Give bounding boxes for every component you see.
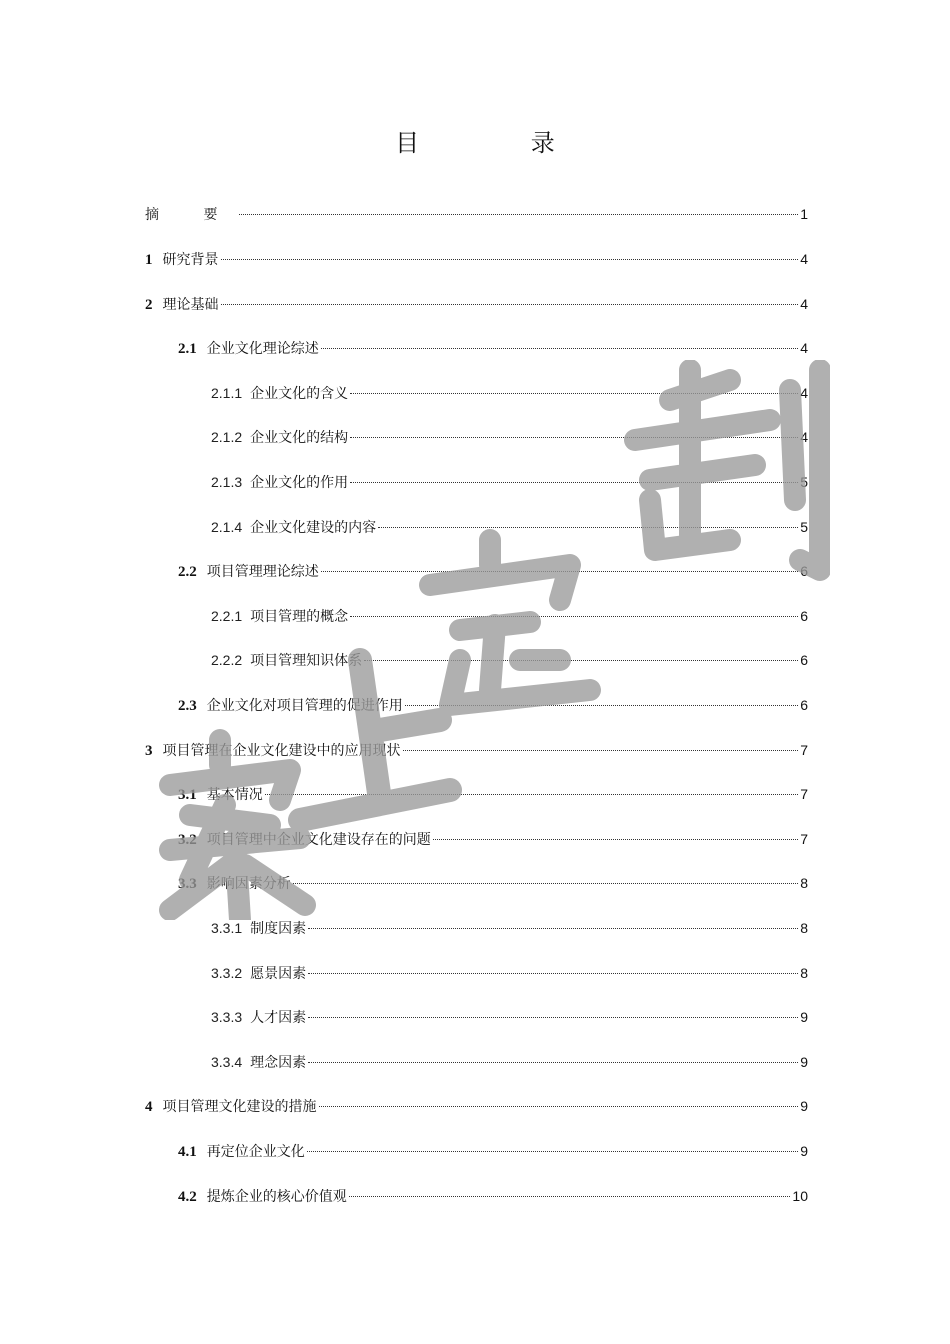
dot-leader (378, 526, 798, 528)
toc-entry-title: 项目管理文化建设的措施 (162, 1099, 317, 1115)
dot-leader (307, 1150, 798, 1152)
toc-entry-title: 企业文化的结构 (250, 430, 349, 446)
toc-entry-page-number: 4 (800, 429, 808, 445)
toc-entry-page-number: 9 (800, 1009, 808, 1025)
toc-entry-title: 企业文化的作用 (250, 475, 349, 491)
toc-entry-number: 3.3.1 (211, 920, 243, 936)
toc-entry[interactable] (0, 1049, 808, 1075)
dot-leader (350, 615, 798, 617)
toc-entry-page-number: 5 (800, 474, 808, 490)
toc-entry-number: 3.3 (178, 876, 197, 892)
dot-leader (265, 793, 798, 795)
toc-entry-page-number: 7 (800, 742, 808, 758)
toc-entry-page-number: 6 (800, 697, 808, 713)
toc-entry-page-number: 8 (800, 920, 808, 936)
toc-entry-page-number: 5 (800, 519, 808, 535)
toc-entry-page-number: 6 (800, 563, 808, 579)
toc-entry-title: 人才因素 (250, 1010, 307, 1026)
toc-entry-page-number: 4 (800, 296, 808, 312)
dot-leader (308, 1061, 798, 1063)
toc-entry[interactable] (0, 1183, 808, 1209)
toc-entry-number: 2.2.2 (211, 652, 243, 668)
toc-entry-number: 2.2.1 (211, 608, 243, 624)
toc-entry-number: 2.1 (178, 341, 197, 357)
toc-entry-number: 3.3.4 (211, 1054, 243, 1070)
toc-entry-title: 企业文化建设的内容 (250, 520, 377, 536)
toc-entry-title: 项目管理中企业文化建设存在的问题 (206, 832, 431, 848)
toc-entry-number: 3.3.2 (211, 965, 243, 981)
toc-entry[interactable] (0, 826, 808, 852)
toc-entry-title: 项目管理知识体系 (250, 653, 363, 669)
toc-entry-page-number: 4 (800, 385, 808, 401)
toc-entry-page-number: 10 (792, 1188, 808, 1204)
toc-entry-page-number: 1 (800, 206, 808, 222)
dot-leader (321, 570, 798, 572)
dot-leader (308, 927, 798, 929)
toc-entry[interactable] (0, 335, 808, 361)
toc-entry-title: 制度因素 (250, 921, 307, 937)
toc-entry[interactable] (0, 558, 808, 584)
toc-entry[interactable] (0, 781, 808, 807)
toc-entry-number: 1 (145, 252, 153, 268)
dot-leader (364, 659, 798, 661)
toc-entry-number: 2.3 (178, 698, 197, 714)
toc-entry[interactable] (0, 1138, 808, 1164)
toc-entry-title: 项目管理在企业文化建设中的应用现状 (162, 743, 401, 759)
toc-entry[interactable] (0, 1004, 808, 1030)
toc-entry-page-number: 4 (800, 251, 808, 267)
toc-entry-title: 摘 要 (145, 207, 238, 223)
toc-entry[interactable] (0, 737, 808, 763)
dot-leader (308, 1016, 798, 1018)
dot-leader (321, 347, 798, 349)
toc-entry-number: 4 (145, 1099, 153, 1115)
toc-title: 目 录 (395, 129, 607, 157)
toc-entry-page-number: 7 (800, 831, 808, 847)
dot-leader (293, 882, 798, 884)
toc-entry[interactable] (0, 647, 808, 673)
toc-entry[interactable] (0, 960, 808, 986)
toc-entry-title: 再定位企业文化 (206, 1144, 305, 1160)
toc-entry-page-number: 9 (800, 1054, 808, 1070)
toc-entry-page-number: 6 (800, 652, 808, 668)
toc-entry-title: 企业文化对项目管理的促进作用 (206, 698, 403, 714)
toc-entry-title: 研究背景 (162, 252, 219, 268)
toc-entry-title: 企业文化理论综述 (206, 341, 319, 357)
dot-leader (350, 436, 798, 438)
toc-entry-title: 项目管理的概念 (250, 609, 349, 625)
toc-entry[interactable] (0, 201, 808, 227)
toc-entry-number: 2.1.3 (211, 474, 243, 490)
toc-entry-title: 愿景因素 (250, 966, 307, 982)
toc-entry[interactable] (0, 603, 808, 629)
toc-entry-number: 4.1 (178, 1144, 197, 1160)
toc-entry-title: 企业文化的含义 (250, 386, 349, 402)
toc-entry-number: 4.2 (178, 1189, 197, 1205)
dot-leader (319, 1105, 799, 1107)
toc-entry-title: 基本情况 (206, 787, 263, 803)
toc-entry-page-number: 6 (800, 608, 808, 624)
toc-entry-title: 理论基础 (162, 297, 219, 313)
toc-entry[interactable] (0, 380, 808, 406)
toc-entry-number: 2 (145, 297, 153, 313)
toc-entry-number: 2.1.2 (211, 429, 243, 445)
toc-entry[interactable] (0, 870, 808, 896)
toc-entry-page-number: 8 (800, 965, 808, 981)
toc-entry-page-number: 8 (800, 875, 808, 891)
toc-entry-title: 影响因素分析 (206, 876, 291, 892)
dot-leader (239, 213, 798, 215)
dot-leader (350, 481, 798, 483)
toc-entry-page-number: 9 (800, 1143, 808, 1159)
toc-entry[interactable] (0, 692, 808, 718)
dot-leader (308, 972, 798, 974)
toc-entry-page-number: 7 (800, 786, 808, 802)
dot-leader (433, 838, 798, 840)
dot-leader (403, 749, 799, 751)
toc-entry-page-number: 9 (800, 1098, 808, 1114)
dot-leader (221, 258, 799, 260)
dot-leader (349, 1195, 791, 1197)
toc-entry[interactable] (0, 291, 808, 317)
toc-entry-page-number: 4 (800, 340, 808, 356)
toc-entry[interactable] (0, 915, 808, 941)
toc-entry-title: 理念因素 (250, 1055, 307, 1071)
dot-leader (350, 392, 798, 394)
toc-entry-number: 2.1.4 (211, 519, 243, 535)
toc-entry-title: 项目管理理论综述 (206, 564, 319, 580)
dot-leader (221, 303, 799, 305)
dot-leader (405, 704, 798, 706)
toc-entry[interactable] (0, 514, 808, 540)
toc-entry-number: 2.2 (178, 564, 197, 580)
toc-entry-number: 3.1 (178, 787, 197, 803)
toc-entry[interactable] (0, 1093, 808, 1119)
toc-entry-number: 3.2 (178, 832, 197, 848)
toc-entry-number: 3.3.3 (211, 1009, 243, 1025)
toc-entry[interactable] (0, 469, 808, 495)
toc-entry[interactable] (0, 424, 808, 450)
toc-entry-number: 3 (145, 743, 153, 759)
toc-entry-title: 提炼企业的核心价值观 (206, 1189, 347, 1205)
toc-entry[interactable] (0, 246, 808, 272)
toc-entry-number: 2.1.1 (211, 385, 243, 401)
